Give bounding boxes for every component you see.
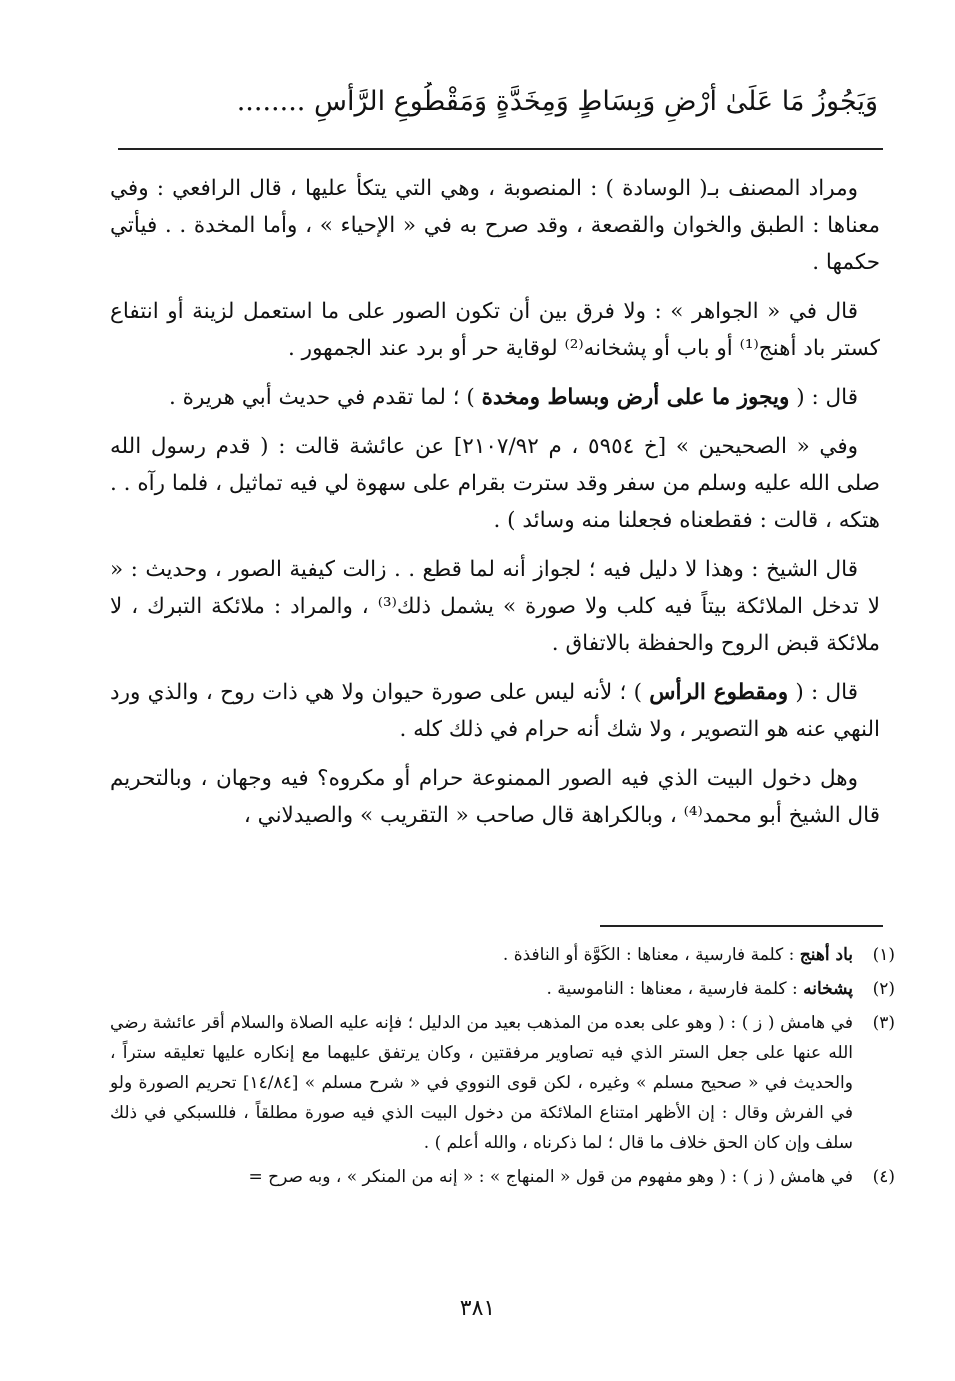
footnote-body: : كلمة فارسية ، معناها : الناموسية .: [546, 979, 804, 999]
footnote-number: (٢): [872, 979, 895, 999]
footnote-term: پشخانه: [803, 979, 853, 999]
footnote-rule: [600, 925, 883, 927]
main-text: [110, 170, 880, 846]
matn-quote: ومقطوع الرأس: [649, 680, 789, 705]
page-number: ٣٨١: [459, 1296, 496, 1321]
footnote-text: [110, 974, 853, 1004]
footnote: [110, 1162, 895, 1192]
paragraph: وفي « الصحيحين » [خ ٥٩٥٤ ، م ٢١٠٧/٩٢] عن عائشة قالت : ( قدم رسول الله صلى الله عليه وسلم من سفر وقد سترت بقرام على سهوة لي فيه تماثيل ، فلما رآه . . هتكه ، قالت : فقطعناه فجعلنا منه وسائد ) .: [110, 434, 880, 533]
header-dots: ........: [236, 86, 306, 117]
text-run: قال : (: [789, 385, 858, 410]
running-header: [110, 82, 878, 122]
footnote-text: [110, 940, 853, 970]
paragraph: وهل دخول البيت الذي فيه الصور الممنوعة حرام أو مكروه؟ فيه وجهان ، وبالتحريم قال الشيخ أبو محمد⁽⁴⁾ ، وبالكراهة قال صاحب « التقريب » والصيدلاني ،: [110, 766, 880, 828]
paragraph: [110, 674, 880, 748]
text-run: ) ؛ لأنه ليس على صورة حيوان ولا هي ذات روح ، والذي ورد النهي عنه هو التصوير ، ولا شك أنه حرام في ذلك كله .: [110, 680, 880, 742]
footnote-text: [110, 1008, 853, 1158]
paragraph: قال الشيخ : وهذا لا دليل فيه ؛ لجواز أنه لما قطع . . زالت كيفية الصور ، وحديث : « لا تدخل الملائكة بيتاً فيه كلب ولا صورة » يشمل ذلك⁽³⁾ ، والمراد : ملائكة التبرك ، لا ملائكة قبض الروح والحفظة بالاتفاق .: [110, 557, 880, 656]
footnote-number: (١): [872, 945, 895, 965]
footnote: [110, 940, 895, 970]
footnote-body: : كلمة فارسية ، معناها : الكَوَّة أو النافذة .: [502, 945, 800, 965]
footnote-term: باد أهنج: [799, 945, 853, 965]
header-title: وَيَجُوزُ مَا عَلَىٰ أَرْضٍ وَبِسَاطٍ وَمِخَدَّةٍ وَمَقْطُوعِ الرَّأْسِ: [313, 86, 878, 117]
paragraph: [110, 379, 880, 416]
footnote-number: (٣): [872, 1013, 895, 1033]
paragraph: ومراد المصنف بـ( الوسادة ) : المنصوبة ، وهي التي يتكأ عليها ، قال الرافعي : وفي معناها : الطبق والخوان والقصعة ، وقد صرح به في « الإحياء » ، وأما المخدة . . فيأتي حكمها .: [110, 176, 880, 275]
text-run: قال : (: [788, 680, 858, 705]
footnote-body: في هامش ( ز ) : ( وهو على بعده من المذهب بعيد من الدليل ؛ فإنه عليه الصلاة والسلام أقر عائشة رضي الله عنها على جعل الستر الذي فيه تصاوير مرفقتين ، وكان يرتفق عليهما مع إنكاره عليها تعليقه ستراً ، والحديث في « صحيح مسلم » وغيره ، لكن قوى النووي في « شرح مسلم » [١٤/٨٤] تحريم الصورة ولو في الفرش وقال : إن الأظهر امتناع الملائكة من دخول البيت الذي فيه صورة مطلقاً ، فللسبكي في ذلك سلف وإن كان الحق خلاف ما قال ؛ لما ذكرناه ، والله أعلم ) .: [110, 1013, 853, 1153]
text-run: ) ؛ لما تقدم في حديث أبي هريرة .: [169, 385, 482, 410]
paragraph: قال في « الجواهر » : ولا فرق بين أن تكون الصور على ما استعمل لزينة أو انتفاع كستر باد أهنج⁽¹⁾ أو باب أو پشخانه⁽²⁾ لوقاية حر أو برد عند الجمهور .: [110, 299, 880, 361]
header-rule: [118, 148, 883, 150]
footnote: [110, 974, 895, 1004]
matn-quote: ويجوز ما على أرض وبساط ومخدة: [481, 385, 790, 410]
footnote-text: [110, 1162, 853, 1192]
footnotes: [110, 940, 895, 1196]
footnote-body: في هامش ( ز ) : ( وهو مفهوم من قول « المنهاج » : « إنه من المنكر » ، وبه صرح =: [248, 1167, 853, 1187]
footnote-number: (٤): [872, 1167, 895, 1187]
footnote: [110, 1008, 895, 1158]
